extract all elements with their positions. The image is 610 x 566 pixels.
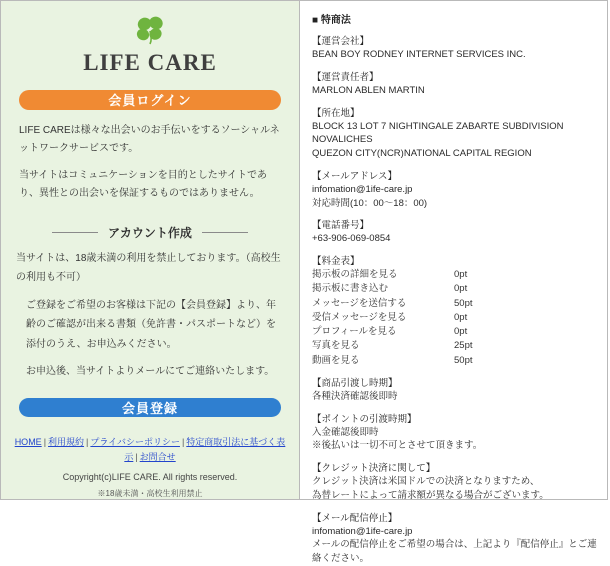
footer-links: [10, 435, 290, 464]
body-line-3: お申込後、当サイトよりメールにてご連絡いたします。: [26, 366, 275, 378]
body-line-2: ご登録をご希望のお客様は下記の【会員登録】より、年齢のご確認が出来る書類（免許書・パスポートなど）を添付のうえ、お申込みください。: [26, 299, 276, 350]
block-manager: [312, 69, 597, 98]
section-divider: [19, 224, 281, 241]
fee-value: 0pt: [454, 283, 468, 295]
block-address-line-2: QUEZON CITY(NCR)NATIONAL CAPITAL REGION: [312, 148, 532, 160]
lead-text: [19, 122, 281, 212]
body-line-1: 当サイトは、18歳未満の利用を禁止しております。（高校生の利用も不可）: [16, 252, 281, 284]
fee-label: 掲示板の詳細を見る: [312, 269, 398, 281]
block-delivery-line-1: 各種決済確認後即時: [312, 390, 398, 402]
lead-line-2: 当サイトはコミュニケーションを目的としたサイトであり、異性との出会いを保証するものではありません。: [19, 169, 267, 200]
copyright: Copyright(c)LIFE CARE. All rights reserved.: [62, 472, 238, 482]
fee-row: [312, 339, 597, 353]
block-point-delivery-note: ※後払いは一切不可とさせて頂きます。: [312, 440, 483, 452]
register-button[interactable]: 会員登録: [19, 398, 281, 418]
footer-sep-4: |: [135, 451, 138, 462]
footer-link-home[interactable]: HOME: [14, 437, 42, 448]
block-phone-heading: 【電話番号】: [312, 220, 370, 232]
block-credit-heading: 【クレジット決済に関して】: [312, 463, 436, 475]
footer-link-terms[interactable]: 利用規約: [48, 437, 85, 448]
block-delivery-heading: 【商品引渡し時期】: [312, 377, 398, 389]
fee-label: プロフィールを見る: [312, 326, 397, 338]
footer-link-privacy[interactable]: プライバシーポリシー: [90, 437, 180, 448]
block-delivery: [312, 375, 597, 404]
divider-dash-right: [202, 232, 248, 233]
fee-value: 0pt: [454, 269, 468, 281]
fee-value: 50pt: [454, 297, 473, 309]
fee-label: メッセージを送信する: [312, 297, 407, 309]
section-title: アカウント作成: [108, 225, 192, 240]
block-address-line-1: BLOCK 13 LOT 7 NIGHTINGALE ZABARTE SUBDIVISION NOVALICHES: [312, 120, 564, 146]
block-manager-line-1: MARLON ABLEN MARTIN: [312, 84, 425, 96]
lead-line-1: LIFE CAREは様々な出会いのお手伝いをするソーシャルネットワークサービスです。: [19, 124, 280, 155]
left-panel: [0, 0, 300, 500]
logo-text: LIFE CARE: [83, 50, 217, 75]
block-unsubscribe-email: infomation@1ife-care.jp: [312, 525, 413, 537]
block-company-heading: 【運営会社】: [312, 36, 370, 47]
block-pricing: [312, 253, 597, 368]
block-point-delivery-line-1: 入金確認後即時: [312, 426, 379, 438]
fee-row: [312, 325, 597, 339]
fee-label: 写真を見る: [312, 340, 360, 352]
block-credit-line-1: クレジット決済は米国ドルでの決済となりますため、: [312, 476, 540, 488]
block-unsubscribe: [312, 510, 597, 566]
block-email: [312, 168, 597, 211]
clover-logo-icon: [15, 15, 285, 48]
login-button[interactable]: 会員ログイン: [19, 90, 281, 110]
body-copy: [16, 249, 284, 390]
block-credit: [312, 460, 597, 503]
block-point-delivery: [312, 411, 597, 454]
fee-label: 受信メッセージを見る: [312, 311, 407, 323]
block-email-address: infomation@1ife-care.jp: [312, 183, 413, 195]
fee-row: [312, 297, 597, 311]
block-unsubscribe-note: メールの配信停止をご希望の場合は、上記より『配信停止』とご連絡ください。: [312, 539, 597, 565]
block-address: [312, 105, 597, 161]
footer-sep-1: |: [43, 437, 47, 448]
fee-row: [312, 311, 597, 325]
block-email-heading: 【メールアドレス】: [312, 170, 398, 182]
fee-label: 掲示板に書き込む: [312, 283, 389, 295]
fee-value: 0pt: [454, 311, 468, 323]
footer-sep-2: |: [86, 437, 89, 448]
block-unsubscribe-heading: 【メール配信停止】: [312, 512, 398, 524]
block-company-line-1: BEAN BOY RODNEY INTERNET SERVICES INC.: [312, 49, 526, 60]
fee-value: 50pt: [454, 354, 473, 366]
block-point-delivery-heading: 【ポイントの引渡時期】: [312, 413, 417, 425]
fee-value: 0pt: [454, 326, 468, 338]
block-manager-heading: 【運営責任者】: [312, 71, 379, 83]
block-pricing-heading: 【料金表】: [312, 256, 360, 268]
right-panel-title: ■ 特商法: [312, 15, 351, 26]
age-warning: ※18歳未満・高校生利用禁止: [97, 489, 203, 498]
logo: [15, 15, 285, 76]
block-email-hours: 対応時間(10：00～18：00): [312, 197, 428, 209]
fee-row: [312, 268, 597, 282]
block-phone-number: +63-906-069-0854: [312, 233, 391, 245]
right-panel: [300, 0, 608, 565]
footer-link-commerce-law[interactable]: 特定商取引法に基づく表示: [124, 437, 286, 462]
fee-row: [312, 282, 597, 296]
block-address-heading: 【所在地】: [312, 107, 360, 119]
footer-link-contact[interactable]: お問合せ: [139, 451, 176, 462]
fee-label: 動画を見る: [312, 354, 360, 366]
footer-sep-3: |: [181, 437, 185, 448]
block-credit-line-2: 為替レートによって請求額が異なる場合がございます。: [312, 489, 549, 501]
fee-row: [312, 354, 597, 368]
divider-dash-left: [52, 232, 98, 233]
block-phone: [312, 217, 597, 246]
fee-value: 25pt: [454, 340, 473, 352]
block-company: [312, 33, 597, 62]
